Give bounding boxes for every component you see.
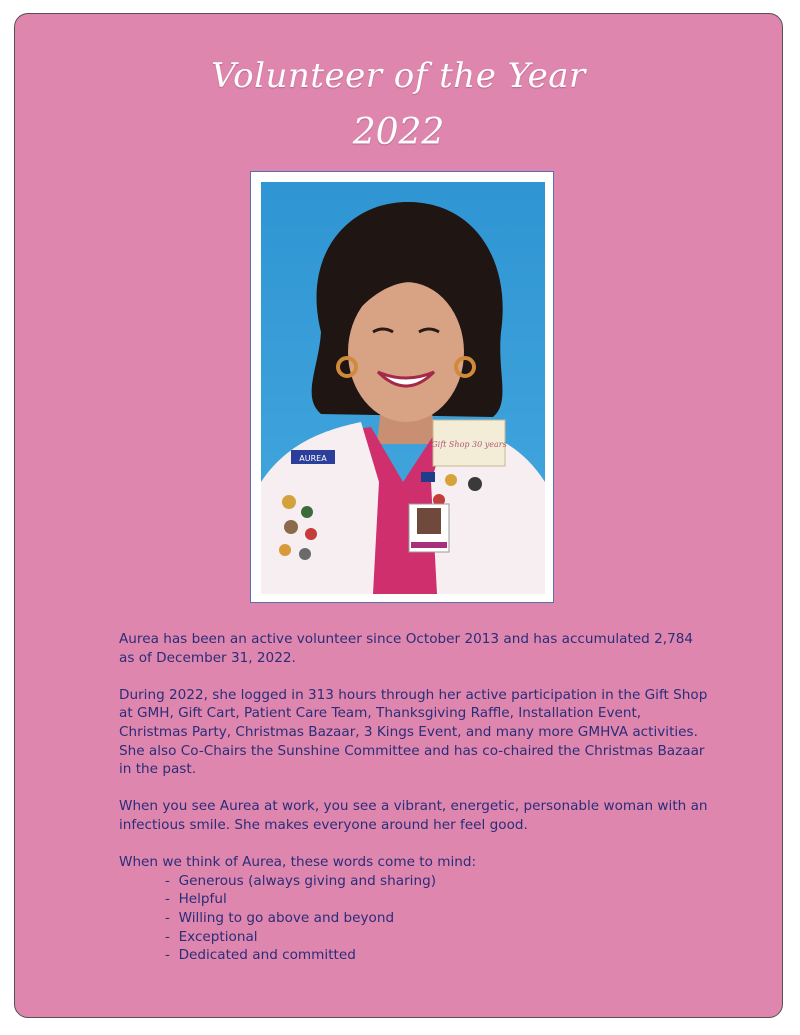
page-title: Volunteer of the Year <box>211 56 586 96</box>
list-item: - Willing to go above and beyond <box>165 909 709 928</box>
paragraph-intro: Aurea has been an active volunteer since October 2013 and has accumulated 2,784 as of December 31, 2022. <box>119 631 694 666</box>
list-item: - Exceptional <box>165 928 709 947</box>
paragraph-personality: When you see Aurea at work, you see a vibrant, energetic, personable woman with an infectious smile. She makes everyone around her feel good. <box>119 798 708 833</box>
badge-caption: Gift Shop 30 years <box>431 440 507 449</box>
list-item: - Dedicated and committed <box>165 946 709 965</box>
volunteer-portrait <box>261 182 545 594</box>
list-item: - Generous (always giving and sharing) <box>165 872 709 891</box>
page-year: 2022 <box>352 112 445 153</box>
badge-name: AUREA <box>299 454 327 463</box>
qualities-heading: When we think of Aurea, these words come to mind: <box>119 854 477 871</box>
paragraph-activities: During 2022, she logged in 313 hours through her active participation in the Gift Shop at GMH, Gift Cart, Patient Care Team, Thanksgiving Raffle, Installation Event, Christmas Party, Christmas Bazaar, 3 Kings Event, and many more GMHVA activities. She also Co-Chairs the Sunshine Committee and has co-chaired the Christmas Bazaar in the past. <box>119 686 708 778</box>
volunteer-card <box>14 13 783 1018</box>
list-item: - Helpful <box>165 890 709 909</box>
photo-frame <box>250 171 554 603</box>
qualities-list <box>119 872 709 965</box>
description <box>119 630 709 965</box>
